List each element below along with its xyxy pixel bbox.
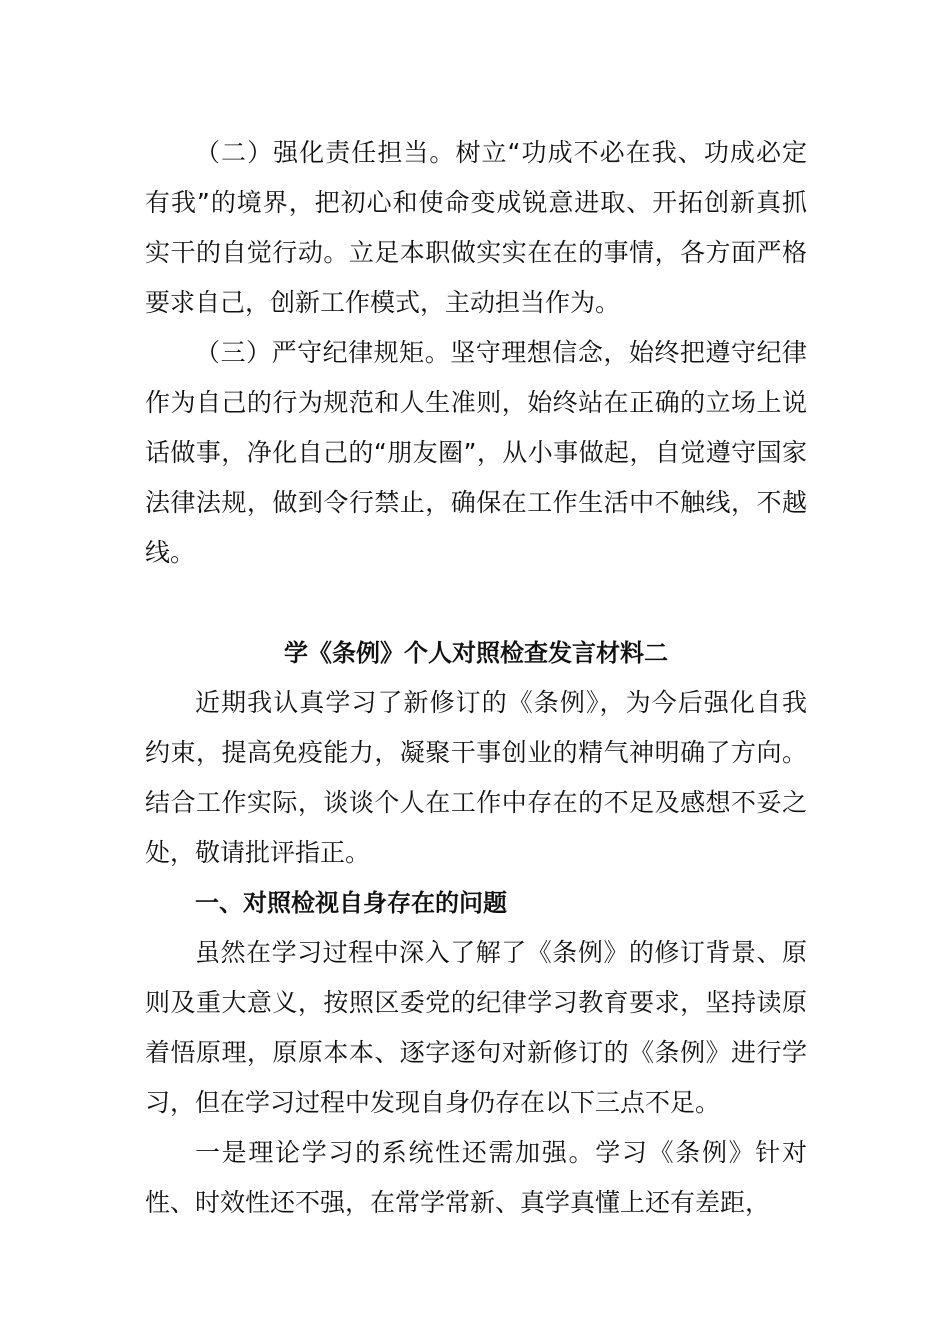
paragraph-point-one: 一是理论学习的系统性还需加强。学习《条例》针对性、时效性还不强，在常学常新、真学真懂上还有差距， (145, 1138, 807, 1217)
paragraph-strengthen-responsibility: （二）强化责任担当。树立“功成不必在我、功成必定有我”的境界，把初心和使命变成锐意进取、开拓创新真抓实干的自觉行动。立足本职做实实在在的事情，各方面严格要求自己，创新工作模式，主动担当作为。 (145, 138, 807, 317)
section-spacer (145, 578, 807, 628)
section-heading: 一、对照检视自身存在的问题 (195, 889, 507, 917)
document-title: 学《条例》个人对照检查发言材料二 (284, 639, 668, 667)
paragraph-observe-discipline: （三）严守纪律规矩。坚守理想信念，始终把遵守纪律作为自己的行为规范和人生准则，始终站在正确的立场上说话做事，净化自己的“朋友圈”，从小事做起，自觉遵守国家法律法规，做到令行禁止，确保在工作生活中不触线，不越线。 (145, 338, 807, 567)
document-body (145, 128, 807, 1228)
paragraph-learning-shortcomings: 虽然在学习过程中深入了解了《条例》的修订背景、原则及重大意义，按照区委党的纪律学习教育要求，坚持读原着悟原理，原原本本、逐字逐句对新修订的《条例》进行学习，但在学习过程中发现自身仍存在以下三点不足。 (145, 938, 807, 1117)
paragraph-introduction: 近期我认真学习了新修订的《条例》，为今后强化自我约束，提高免疫能力，凝聚干事创业的精气神明确了方向。结合工作实际，谈谈个人在工作中存在的不足及感想不妥之处，敬请批评指正。 (145, 688, 807, 867)
